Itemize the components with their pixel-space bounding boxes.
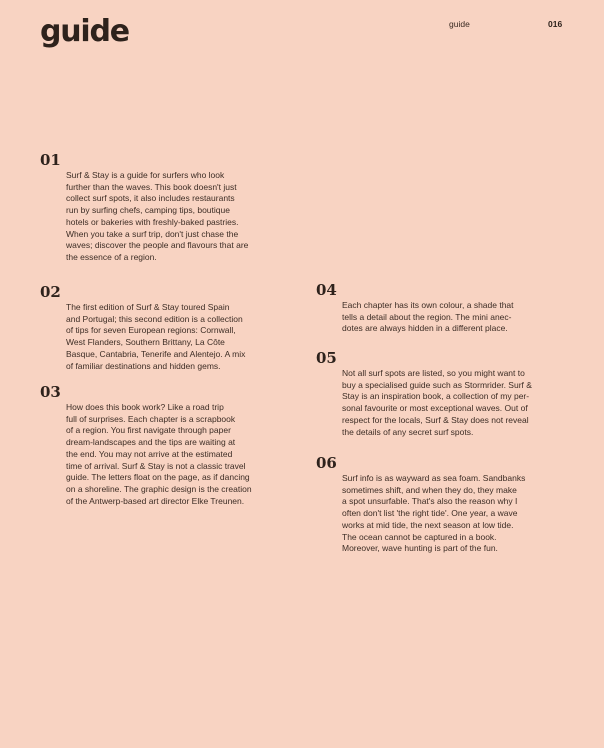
text-line: time of arrival. Surf & Stay is not a classic travel bbox=[66, 460, 246, 471]
text-line: the details of any secret surf spots. bbox=[342, 426, 474, 437]
section-01 bbox=[40, 151, 249, 264]
section-number: 04 bbox=[316, 281, 337, 299]
text-line: often don't list 'the right tide'. One year, a wave bbox=[342, 508, 518, 519]
section-number: 02 bbox=[40, 283, 61, 301]
text-line: of familiar destinations and hidden gems. bbox=[66, 360, 221, 371]
text-line: works at mid tide, the next season at low tide. bbox=[342, 519, 514, 530]
text-line: Stay is an inspiration book, a collection of my per- bbox=[342, 391, 530, 402]
section-05 bbox=[316, 349, 532, 438]
text-line: sonal favourite or most exceptional waves. Out of bbox=[342, 403, 528, 414]
text-line: of tips for seven European regions: Cornwall, bbox=[66, 325, 236, 336]
text-line: The first edition of Surf & Stay toured Spain bbox=[66, 302, 230, 312]
text-line: dotes are always hidden in a different place. bbox=[342, 323, 508, 334]
text-line: buy a specialised guide such as Stormrider. Surf & bbox=[342, 379, 532, 390]
section-number: 01 bbox=[40, 151, 61, 169]
text-line: a spot unsurfable. That's also the reason why I bbox=[342, 496, 518, 507]
text-line: tells a detail about the region. The mini anec- bbox=[342, 311, 512, 322]
running-header-label: guide bbox=[449, 19, 470, 29]
section-02 bbox=[40, 283, 246, 372]
text-line: Not all surf spots are listed, so you might want to bbox=[342, 368, 525, 378]
text-line: sometimes shift, and when they do, they make bbox=[342, 484, 517, 495]
text-line: respect for the locals, Surf & Stay does not reveal bbox=[342, 414, 529, 425]
text-line: waves; discover the people and flavours that are bbox=[66, 240, 249, 251]
text-line: of a region. You first navigate through paper bbox=[66, 425, 231, 436]
section-number: 06 bbox=[316, 454, 337, 472]
section-body bbox=[342, 300, 514, 335]
text-line: Surf & Stay is a guide for surfers who look bbox=[66, 170, 225, 180]
text-line: of the Antwerp-based art director Elke Treunen. bbox=[66, 495, 245, 506]
text-line: hotels or bakeries with freshly-baked pastries. bbox=[66, 216, 239, 227]
section-number: 03 bbox=[40, 383, 61, 401]
section-number: 05 bbox=[316, 349, 337, 367]
text-line: guide. The letters float on the page, as if dancing bbox=[66, 472, 250, 483]
section-body bbox=[342, 368, 532, 438]
page-title: guide bbox=[40, 14, 129, 49]
section-03 bbox=[40, 383, 252, 507]
text-line: and Portugal; this second edition is a collection bbox=[66, 313, 243, 324]
text-line: the essence of a region. bbox=[66, 251, 157, 262]
text-line: further than the waves. This book doesn't just bbox=[66, 181, 237, 192]
section-body bbox=[66, 302, 245, 372]
section-body bbox=[66, 170, 248, 264]
section-body bbox=[66, 402, 252, 507]
text-line: Surf info is as wayward as sea foam. Sandbanks bbox=[342, 473, 526, 483]
text-line: the end. You may not arrive at the estimated bbox=[66, 448, 233, 459]
section-04 bbox=[316, 281, 514, 335]
text-line: on a shoreline. The graphic design is the creation bbox=[66, 483, 252, 494]
text-line: When you take a surf trip, don't just chase the bbox=[66, 228, 239, 239]
section-06 bbox=[316, 454, 526, 555]
text-line: The ocean cannot be captured in a book. bbox=[342, 531, 497, 542]
text-line: West Flanders, Southern Brittany, La Côte bbox=[66, 337, 225, 348]
text-line: Moreover, wave hunting is part of the fun. bbox=[342, 543, 498, 554]
text-line: full of surprises. Each chapter is a scrapbook bbox=[66, 413, 236, 424]
section-body bbox=[342, 473, 525, 555]
text-line: run by surfing chefs, camping tips, boutique bbox=[66, 205, 230, 216]
text-line: collect surf spots, it also includes restaurants bbox=[66, 193, 235, 204]
text-line: dream-landscapes and the tips are waiting at bbox=[66, 437, 236, 448]
page-number: 016 bbox=[548, 19, 563, 29]
text-line: Each chapter has its own colour, a shade that bbox=[342, 300, 514, 310]
text-line: Basque, Cantabria, Tenerife and Alentejo. A mix bbox=[66, 348, 246, 359]
text-line: How does this book work? Like a road trip bbox=[66, 402, 224, 412]
